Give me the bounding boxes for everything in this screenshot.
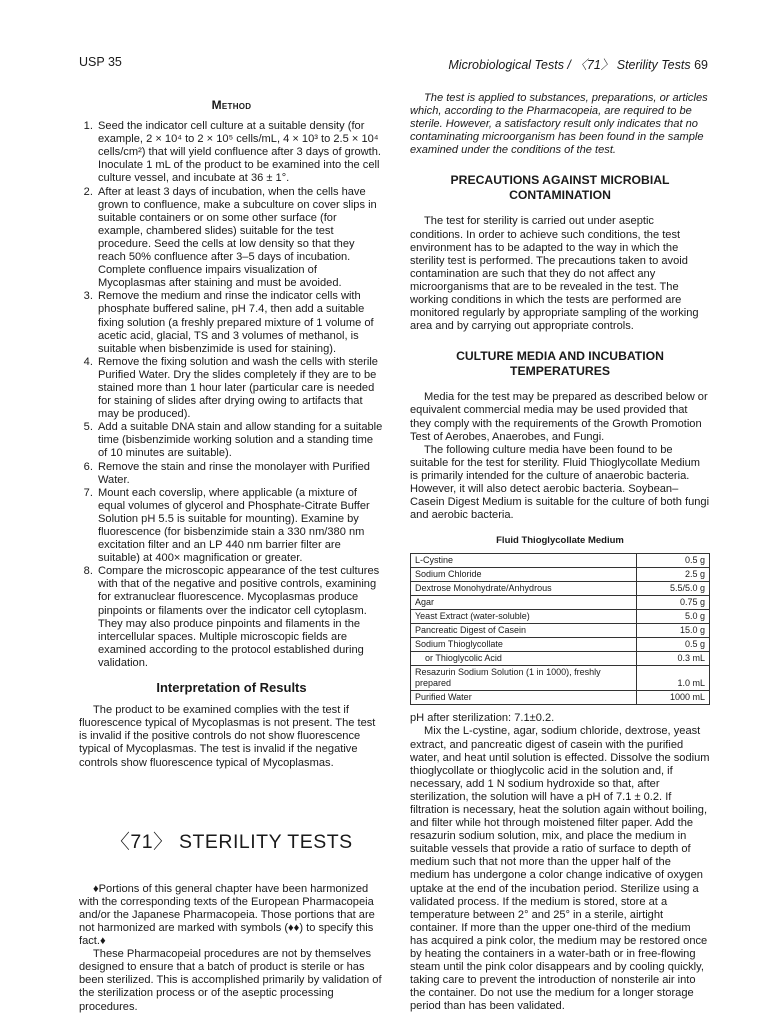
right-column: [410, 92, 710, 1014]
table-row: [411, 691, 710, 705]
table-row: [411, 652, 710, 666]
ingredient-name: Yeast Extract (water-soluble): [411, 610, 637, 624]
table-title: Fluid Thioglycollate Medium: [496, 535, 624, 547]
ingredient-name: L-Cystine: [411, 554, 637, 568]
header-chapter-label: [448, 55, 708, 73]
chapter-title: 〈71〉 STERILITY TESTS: [110, 830, 353, 853]
page-number: 69: [694, 58, 708, 72]
method-steps-list: [79, 120, 384, 670]
ingredient-name: Purified Water: [411, 691, 637, 705]
table-row: [411, 596, 710, 610]
ingredient-name: Resazurin Sodium Solution (1 in 1000), freshly prepared: [411, 666, 637, 691]
harmonization-paragraph: ♦Portions of this general chapter have been harmonized with the corresponding texts of the European Pharmacopeia and/or the Japanese Pharmacopeia. Those portions that are not harmonized are marked with symbols (♦♦) to specify this fact.♦: [79, 882, 375, 948]
ingredient-amount: 0.5 g: [637, 638, 710, 652]
culture-media-heading: CULTURE MEDIA AND INCUBATION TEMPERATURES: [456, 349, 664, 379]
left-column: [79, 92, 384, 1014]
header-book-label: USP 35: [79, 55, 122, 69]
ingredient-amount: 2.5 g: [637, 568, 710, 582]
ingredient-amount: 5.0 g: [637, 610, 710, 624]
method-step-2: 2. After at least 3 days of incubation, when the cells have grown to confluence, make a subculture on cover slips in suitable containers or on some other surface (for example, chambered slides) suitable for the test procedure. Seed the cells at low density so that they reach 50% confluence after 3–5 days of incubation. Complete confluence impairs visualization of Mycoplasmas after staining and must be avoided.: [96, 186, 384, 291]
ingredient-amount: 1.0 mL: [637, 666, 710, 691]
ingredient-amount: 0.5 g: [637, 554, 710, 568]
header-chapter-title: Microbiological Tests / 〈71〉 Sterility Tests: [448, 58, 691, 72]
table-row: [411, 568, 710, 582]
table-row: [411, 582, 710, 596]
running-header: [79, 55, 708, 73]
method-step-3: 3. Remove the medium and rinse the indicator cells with phosphate buffered saline, pH 7.4, then add a suitable fixing solution (a freshly prepared mixture of 1 volume of acetic acid, glacial, TS and 3 volumes of methanol, is suitable when bisbenzimide is used for staining).: [96, 290, 384, 355]
ingredient-amount: 15.0 g: [637, 624, 710, 638]
method-step-7: 7. Mount each coverslip, where applicable (a mixture of equal volumes of glycerol and Phosphate-Citrate Buffer Solution pH 5.5 is suitable for mounting). Examine by fluorescence (for bisbenzimide stain a 330 nm/380 nm excitation filter and an LP 440 nm barrier filter are suitable) at 400× magnification or greater.: [96, 487, 384, 566]
ingredient-amount: 0.3 mL: [637, 652, 710, 666]
table-row: [411, 666, 710, 691]
interpretation-heading: Interpretation of Results: [156, 680, 307, 696]
procedures-paragraph: These Pharmacopeial procedures are not by themselves designed to ensure that a batch of product is sterile or has been sterilized. This is accomplished primarily by validation of the sterilization process or of the aseptic processing procedures.: [79, 948, 382, 1013]
precautions-paragraph: The test for sterility is carried out under aseptic conditions. In order to achieve such conditions, the test environment has to be adapted to the way in which the sterility test is performed. The precautions taken to avoid contamination are such that they do not affect any microorganisms that are to be revealed in the test. The working conditions in which the tests are performed are monitored regularly by appropriate sampling of the working area and by carrying out appropriate controls.: [410, 215, 699, 333]
ingredient-amount: 1000 mL: [637, 691, 710, 705]
ingredient-amount: 5.5/5.0 g: [637, 582, 710, 596]
ingredient-name: Sodium Chloride: [411, 568, 637, 582]
ingredient-name: Dextrose Monohydrate/Anhydrous: [411, 582, 637, 596]
intro-paragraph: The test is applied to substances, preparations, or articles which, according to the Pharmacopeia, are required to be sterile. However, a satisfactory result only indicates that no contaminating microorganism has been found in the sample examined under the conditions of the test.: [410, 92, 708, 157]
method-step-4: 4. Remove the fixing solution and wash the cells with sterile Purified Water. Dry the slides completely if they are to be stained more than 1 hour later (particular care is needed for staining of slides after drying owing to artifacts that may be produced).: [96, 356, 384, 421]
fluid-thioglycollate-table: [410, 553, 710, 705]
method-heading: Method: [211, 98, 252, 112]
method-step-6: 6. Remove the stain and rinse the monolayer with Purified Water.: [96, 461, 384, 487]
ingredient-name: Pancreatic Digest of Casein: [411, 624, 637, 638]
culture-media-paragraph-2: The following culture media have been found to be suitable for the test for sterility. Fluid Thioglycollate Medium is primarily intended for the culture of anaerobic bacteria. However, it will also detect aerobic bacteria. Soybean–Casein Digest Medium is suitable for the culture of both fungi and aerobic bacteria.: [410, 443, 710, 522]
table-row: [411, 638, 710, 652]
precautions-heading: PRECAUTIONS AGAINST MICROBIAL CONTAMINATION: [450, 173, 670, 203]
ingredient-name: Sodium Thioglycollate: [411, 638, 637, 652]
ingredient-amount: 0.75 g: [637, 596, 710, 610]
mix-instructions-paragraph: Mix the L-cystine, agar, sodium chloride, dextrose, yeast extract, and pancreatic digest of casein with the purified water, and heat until solution is effected. Dissolve the sodium thioglycollate or thioglycolic acid in the solution and, if necessary, add 1 N sodium hydroxide so that, after sterilization, the solution will have a pH of 7.1 ± 0.2. If filtration is necessary, heat the solution again without boiling, and filter while hot through moistened filter paper. Add the resazurin sodium solution, mix, and place the medium in suitable vessels that provide a ratio of surface to depth of medium such that not more than the upper half of the medium has undergone a color change indicative of oxygen uptake at the end of the incubation period. Sterilize using a validated process. If the medium is stored, store at a temperature between 2° and 25° in a sterile, airtight container. If more than the upper one-third of the medium has acquired a pink color, the medium may be restored once by heating the containers in a water-bath or in free-flowing steam until the pink color disappears and by cooling quickly, taking care to prevent the introduction of nonsterile air into the container. Do not use the medium for a longer storage period than has been validated.: [410, 725, 710, 1013]
culture-media-paragraph-1: Media for the test may be prepared as described below or equivalent commercial media may be used provided that they comply with the requirements of the Growth Promotion Test of Aerobes, Anaerobes, and Fungi.: [410, 391, 708, 443]
table-row: [411, 610, 710, 624]
table-row: [411, 554, 710, 568]
ingredient-name: or Thioglycolic Acid: [411, 652, 637, 666]
ingredient-name: Agar: [411, 596, 637, 610]
method-step-8: 8. Compare the microscopic appearance of the test cultures with that of the negative and positive controls, examining for extranuclear fluorescence. Mycoplasmas produce pinpoints or filaments over the indicator cell cytoplasm. They may also produce pinpoints and filaments in the intercellular spaces. Multiple microscopic fields are examined according to the protocol established during validation.: [96, 565, 384, 670]
interpretation-paragraph: The product to be examined complies with the test if fluorescence typical of Mycoplasmas is not present. The test is invalid if the positive controls do not show fluorescence typical of Mycoplasmas. The test is invalid if the negative controls show fluorescence typical of Mycoplasmas.: [79, 704, 376, 769]
method-step-1: 1. Seed the indicator cell culture at a suitable density (for example, 2 × 10⁴ to 2 × 10⁵ cells/mL, 4 × 10³ to 2.5 × 10⁴ cells/cm²) that will yield confluence after 3 days of growth. Inoculate 1 mL of the product to be examined into the cell culture vessel, and incubate at 36 ± 1°.: [96, 120, 384, 185]
method-step-5: 5. Add a suitable DNA stain and allow standing for a suitable time (bisbenzimide working solution and a standing time of 10 minutes are suitable).: [96, 421, 384, 460]
ph-line: pH after sterilization: 7.1±0.2.: [410, 712, 555, 725]
table-row: [411, 624, 710, 638]
